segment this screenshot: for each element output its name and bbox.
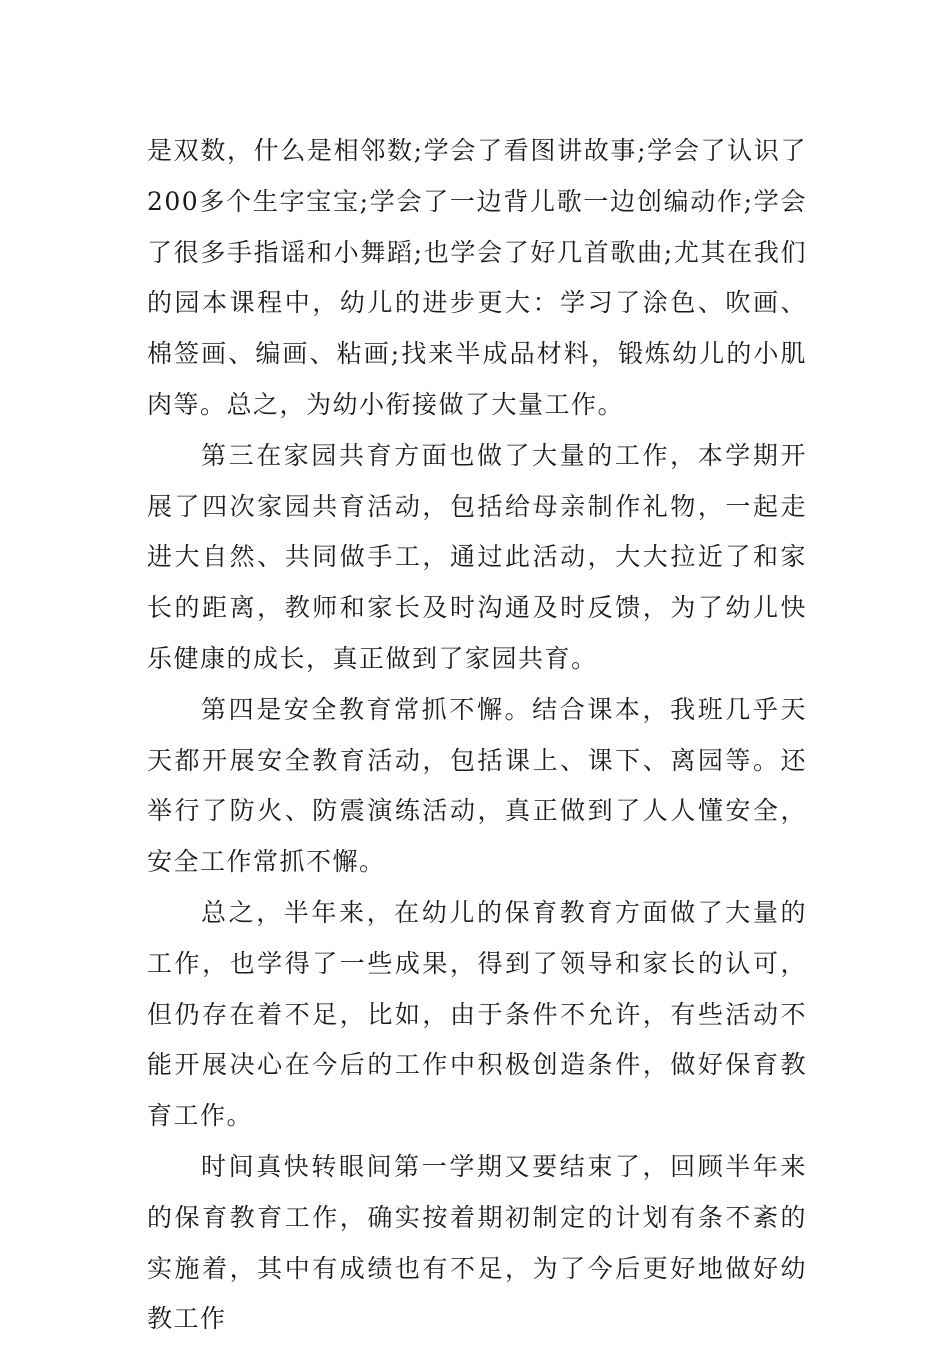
paragraph-3: 第四是安全教育常抓不懈。结合课本，我班几乎天天都开展安全教育活动，包括课上、课下、离园等。还举行了防火、防震演练活动，真正做到了人人懂安全，安全工作常抓不懈。 — [147, 694, 807, 877]
paragraph-1: 是双数，什么是相邻数;学会了看图讲故事;学会了认识了200多个生字宝宝;学会了一边背儿歌一边创编动作;学会了很多手指谣和小舞蹈;也学会了好几首歌曲;尤其在我们的园本课程中，幼儿的进步更大：学习了涂色、吹画、棉签画、编画、粘画;找来半成品材料，锻炼幼儿的小肌肉等。总之，为幼小衔接做了大量工作。 — [147, 136, 807, 419]
document-body — [147, 126, 807, 1345]
paragraph-2: 第三在家园共育方面也做了大量的工作，本学期开展了四次家园共育活动，包括给母亲制作礼物，一起走进大自然、共同做手工，通过此活动，大大拉近了和家长的距离，教师和家长及时沟通及时反馈，为了幼儿快乐健康的成长，真正做到了家园共育。 — [147, 440, 807, 673]
paragraph-5: 时间真快转眼间第一学期又要结束了，回顾半年来的保育教育工作，确实按着期初制定的计划有条不紊的实施着，其中有成绩也有不足，为了今后更好地做好幼教工作 — [147, 1151, 807, 1334]
paragraph-4: 总之，半年来，在幼儿的保育教育方面做了大量的工作，也学得了一些成果，得到了领导和家长的认可，但仍存在着不足，比如，由于条件不允许，有些活动不能开展决心在今后的工作中积极创造条件，做好保育教育工作。 — [147, 897, 807, 1131]
